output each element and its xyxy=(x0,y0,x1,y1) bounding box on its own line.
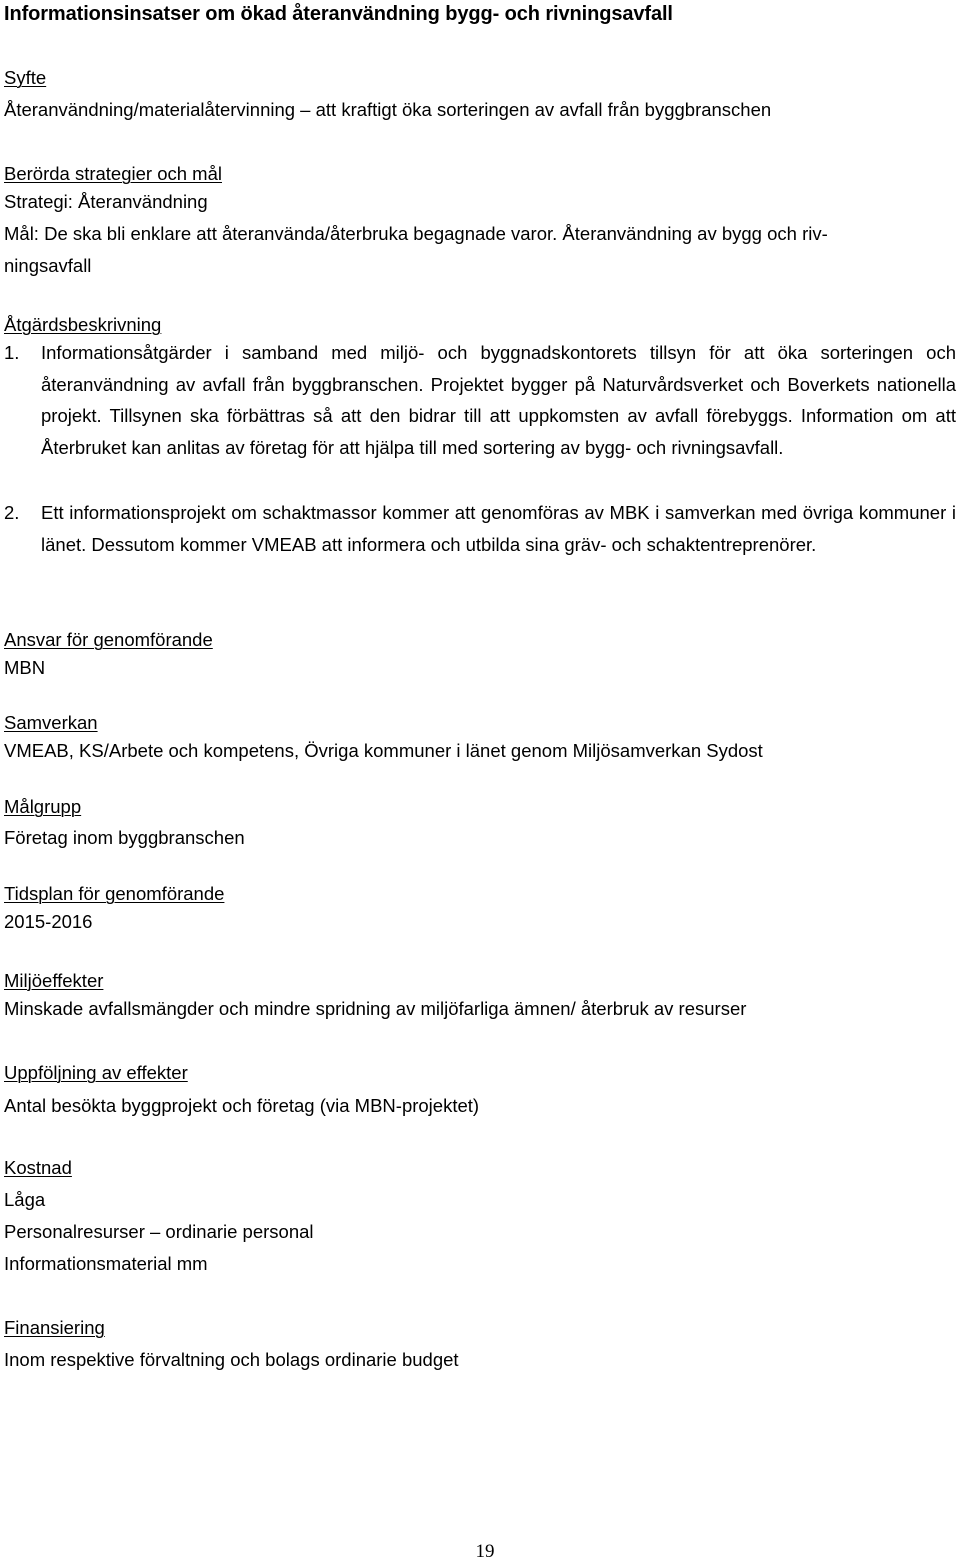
page-number: 19 xyxy=(475,1541,495,1562)
environmental-effects-value: Minskade avfallsmängder och mindre spridning av miljöfarliga ämnen/ återbruk av resurser xyxy=(4,998,747,1019)
purpose-text: Återanvändning/materialåtervinning – att kraftigt öka sorteringen av avfall från byggbranschen xyxy=(4,99,772,120)
strategies-heading: Berörda strategier och mål xyxy=(4,163,222,184)
measure-number: 1. xyxy=(4,342,20,363)
cost-level: Låga xyxy=(4,1189,46,1210)
cooperation-value: VMEAB, KS/Arbete och kompetens, Övriga kommuner i länet genom Miljösamverkan Sydost xyxy=(4,740,763,761)
goal-text-line2: ningsavfall xyxy=(4,255,92,276)
responsible-value: MBN xyxy=(4,657,46,678)
responsible-heading: Ansvar för genomförande xyxy=(4,629,213,650)
financing-value: Inom respektive förvaltning och bolags ordinarie budget xyxy=(4,1349,459,1370)
cost-material: Informationsmaterial mm xyxy=(4,1253,208,1274)
target-group-value: Företag inom byggbranschen xyxy=(4,827,245,848)
measure-text: Informationsåtgärder i samband med miljö- och byggnadskontorets tillsyn för att öka sorteringen och återanvändning av avfall från byggbranschen. Projektet bygger på Naturvårdsverket och Boverkets nationella projekt. Tillsynen ska förbättras så att den bidrar till att uppkomsten av avfall förebyggs. Information om att Återbruket kan anlitas av företag för att hjälpa till med sortering av bygg- och rivningsavfall. xyxy=(41,342,956,458)
cooperation-heading: Samverkan xyxy=(4,712,98,733)
document-title: Informationsinsatser om ökad återanvändning bygg- och rivningsavfall xyxy=(4,3,673,25)
measure-text: Ett informationsprojekt om schaktmassor kommer att genomföras av MBK i samverkan med övriga kommuner i länet. Dessutom kommer VMEAB att informera och utbilda sina gräv- och schaktentreprenörer. xyxy=(41,502,956,555)
strategy-text: Strategi: Återanvändning xyxy=(4,191,208,212)
purpose-heading: Syfte xyxy=(4,67,47,88)
measures-heading: Åtgärdsbeskrivning xyxy=(4,314,162,335)
goal-text-line1: Mål: De ska bli enklare att återanvända/återbruka begagnade varor. Återanvändning av bygg och riv- xyxy=(4,223,828,244)
financing-heading: Finansiering xyxy=(4,1317,105,1338)
followup-value: Antal besökta byggprojekt och företag (via MBN-projektet) xyxy=(4,1095,480,1116)
measure-number: 2. xyxy=(4,502,20,523)
target-group-heading: Målgrupp xyxy=(4,796,82,817)
cost-heading: Kostnad xyxy=(4,1157,72,1178)
timeline-heading: Tidsplan för genomförande xyxy=(4,883,225,904)
followup-heading: Uppföljning av effekter xyxy=(4,1062,188,1083)
cost-personnel: Personalresurser – ordinarie personal xyxy=(4,1221,314,1242)
timeline-value: 2015-2016 xyxy=(4,911,93,932)
environmental-effects-heading: Miljöeffekter xyxy=(4,970,104,991)
